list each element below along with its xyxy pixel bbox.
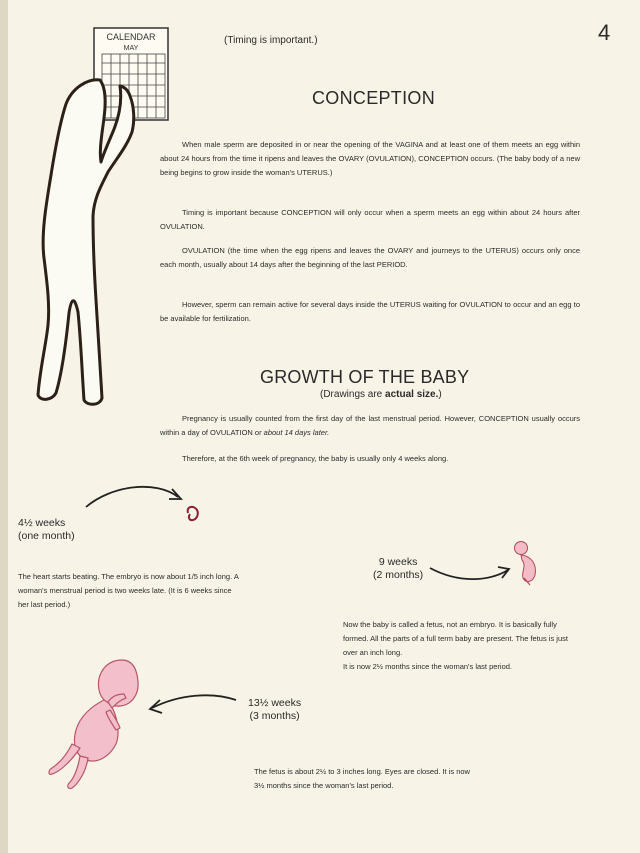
stage-4-weeks-label: 4½ weeks (one month) [18, 517, 75, 542]
conception-paragraph-3: OVULATION (the time when the egg ripens and leaves the OVARY and journeys to the UTERUS) occurs only once each month, usually about 14 days after the beginning of the last PERIOD. [160, 246, 580, 269]
fetus-13-weeks-icon [49, 660, 138, 789]
growth-title: GROWTH OF THE BABY [260, 367, 470, 387]
fetus-9-weeks-icon [515, 542, 536, 586]
growth-paragraph-2: Therefore, at the 6th week of pregnancy, the baby is usually only 4 weeks along. [182, 454, 449, 463]
conception-title: CONCEPTION [312, 88, 436, 108]
growth-paragraph-1: Pregnancy is usually counted from the first day of the last menstrual period. However, CONCEPTION usually occurs within a day of OVULATION or about 14 days later. [160, 414, 580, 437]
conception-paragraph-2: Timing is important because CONCEPTION will only occur when a sperm meets an egg within about 24 hours after OVULATION. [160, 208, 580, 231]
stage-9-weeks-label: 9 weeks (2 months) [373, 556, 424, 581]
stage-13-weeks-caption: The fetus is about 2½ to 3 inches long. Eyes are closed. It is now 3½ months since the woman's last period. [254, 767, 470, 790]
calendar-month: MAY [123, 45, 139, 52]
stage-9-weeks-caption: Now the baby is called a fetus, not an embryo. It is basically fully formed. All the parts of a full term baby are present. The fetus is just over an inch long. It is now 2½ months since the woman's last period. [343, 620, 568, 671]
woman-silhouette [38, 80, 134, 405]
timing-note: (Timing is important.) [224, 35, 318, 46]
page-number: 4 [598, 20, 611, 45]
arrow-13-weeks [152, 695, 236, 708]
conception-paragraph-1: When male sperm are deposited in or near the opening of the VAGINA and at least one of them meets an egg within about 24 hours from the time it ripens and leaves the OVARY (OVULATION), CONCEPTION occurs. (The baby body of a new being begins to grow inside the woman's UTERUS.) [160, 140, 580, 177]
arrow-4-weeks [86, 487, 178, 507]
calendar-title: CALENDAR [106, 32, 156, 42]
arrow-9-weeks [430, 568, 508, 579]
growth-subtitle: (Drawings are actual size.) [320, 389, 442, 400]
embryo-4-weeks-icon [188, 507, 198, 520]
stage-4-weeks-caption: The heart starts beating. The embryo is now about 1/5 inch long. A woman's menstrual period is two weeks late. (It is 6 weeks since her last period.) [18, 572, 239, 609]
conception-paragraph-4: However, sperm can remain active for several days inside the UTERUS waiting for OVULATION to occur and an egg to be available for fertilization. [160, 300, 580, 323]
stage-13-weeks-label: 13½ weeks (3 months) [248, 697, 302, 722]
